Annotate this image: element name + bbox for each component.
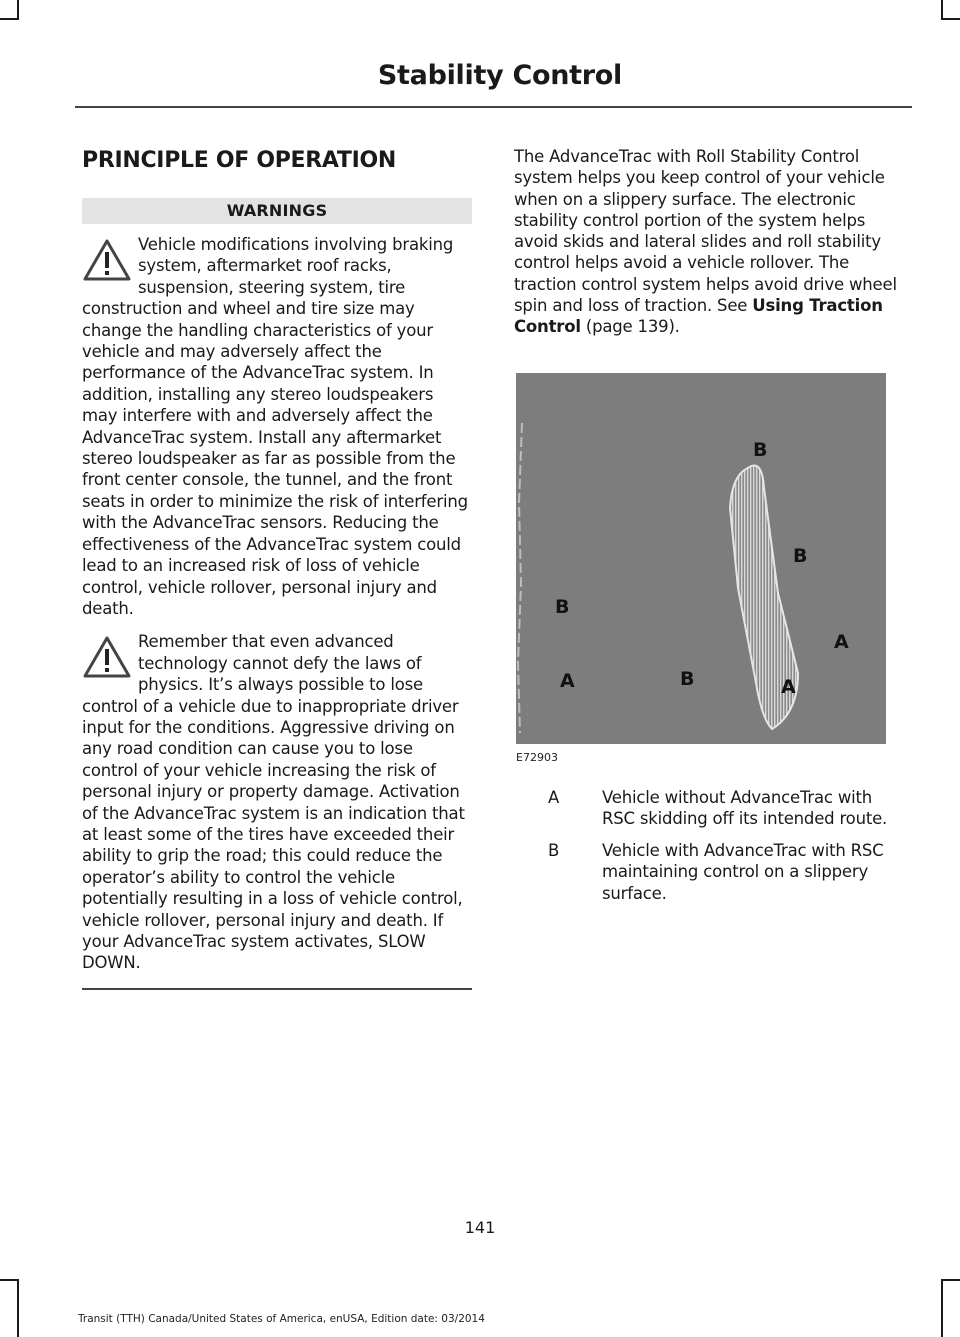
- crop-mark-bottom-right: [941, 1279, 943, 1337]
- cross-reference-link[interactable]: Using Traction Control: [514, 296, 883, 337]
- figure-label-a: A: [834, 631, 849, 653]
- warning-text: Remember that even advanced technology cannot defy the laws of physics. It’s always possible to lose control of a vehicle due to inappropriate driver input for the conditions. Aggressive driving on any road condition can cause you to lose control of your vehicle increasing the risk of personal injury or property damage. Activation of the AdvanceTrac system is an indication that at least some of the tires have exceeded their ability to grip the road; this could reduce the operator’s ability to control the vehicle potentially resulting in a loss of vehicle control, vehicle rollover, personal injury and death. If your AdvanceTrac system activates, SLOW DOWN.: [82, 632, 465, 973]
- figure-label-a: A: [560, 670, 575, 692]
- legend-letter: B: [548, 840, 560, 860]
- crop-mark-top-left: [17, 0, 19, 20]
- page-header-title: Stability Control: [377, 60, 622, 91]
- crop-mark-top-left-h: [0, 18, 19, 20]
- figure-label-b: B: [793, 545, 808, 567]
- warnings-box: [82, 198, 472, 990]
- figure-code: E72903: [516, 751, 558, 764]
- warning-item: [82, 631, 472, 974]
- intro-suffix: (page 139).: [580, 317, 680, 337]
- figure-label-b: B: [555, 596, 570, 618]
- warning-item: [82, 234, 472, 619]
- legend-text: Vehicle with AdvanceTrac with RSC maintaining control on a slippery surface.: [602, 840, 884, 903]
- footer-text: Transit (TTH) Canada/United States of America, enUSA, Edition date: 03/2014: [78, 1313, 485, 1325]
- crop-mark-top-right: [941, 0, 943, 20]
- warning-triangle-icon: [82, 238, 132, 282]
- legend-row: [548, 840, 908, 904]
- section-title: PRINCIPLE OF OPERATION: [82, 148, 397, 173]
- figure-legend: [548, 787, 908, 914]
- crop-mark-top-right-h: [941, 18, 960, 20]
- page-number: 141: [464, 1218, 496, 1237]
- warning-triangle-icon: [82, 635, 132, 679]
- legend-text: Vehicle without AdvanceTrac with RSC skidding off its intended route.: [602, 788, 888, 829]
- crop-mark-bottom-right-h: [941, 1279, 960, 1281]
- warnings-end-rule: [82, 988, 472, 990]
- crop-mark-bottom-left-h: [0, 1279, 19, 1281]
- legend-row: [548, 787, 908, 830]
- intro-column: [514, 146, 909, 338]
- crop-mark-bottom-left: [17, 1279, 19, 1337]
- figure-label-b: B: [753, 439, 768, 461]
- intro-text: The AdvanceTrac with Roll Stability Control system helps you keep control of your vehicle when on a slippery surface. The electronic stability control portion of the system helps avoid skids and lateral slides and roll stability control helps avoid a vehicle rollover. The traction control system helps avoid drive wheel spin and loss of traction. See: [514, 147, 897, 316]
- intro-paragraph: [514, 146, 909, 338]
- legend-letter: A: [548, 788, 560, 807]
- stability-figure: [516, 373, 886, 744]
- header-rule: [75, 106, 912, 108]
- road-edge-line: [518, 423, 522, 733]
- warning-text: Vehicle modifications involving braking system, aftermarket roof racks, suspension, steering system, tire construction and wheel and tire size may change the handling characteristics of your vehicle and may adversely affect the performance of the AdvanceTrac system. In addition, installing any stereo loudspeakers may interfere with and adversely affect the AdvanceTrac system. Install any aftermarket stereo loudspeaker as far as possible from the front center console, the tunnel, and the front seats in order to minimize the risk of interfering with the AdvanceTrac sensors. Reducing the effectiveness of the AdvanceTrac system could lead to an increased risk of loss of vehicle control, vehicle rollover, personal injury and death.: [82, 235, 468, 618]
- figure-label-a: A: [781, 676, 796, 698]
- warnings-heading: WARNINGS: [82, 198, 472, 224]
- figure-label-b: B: [680, 668, 695, 690]
